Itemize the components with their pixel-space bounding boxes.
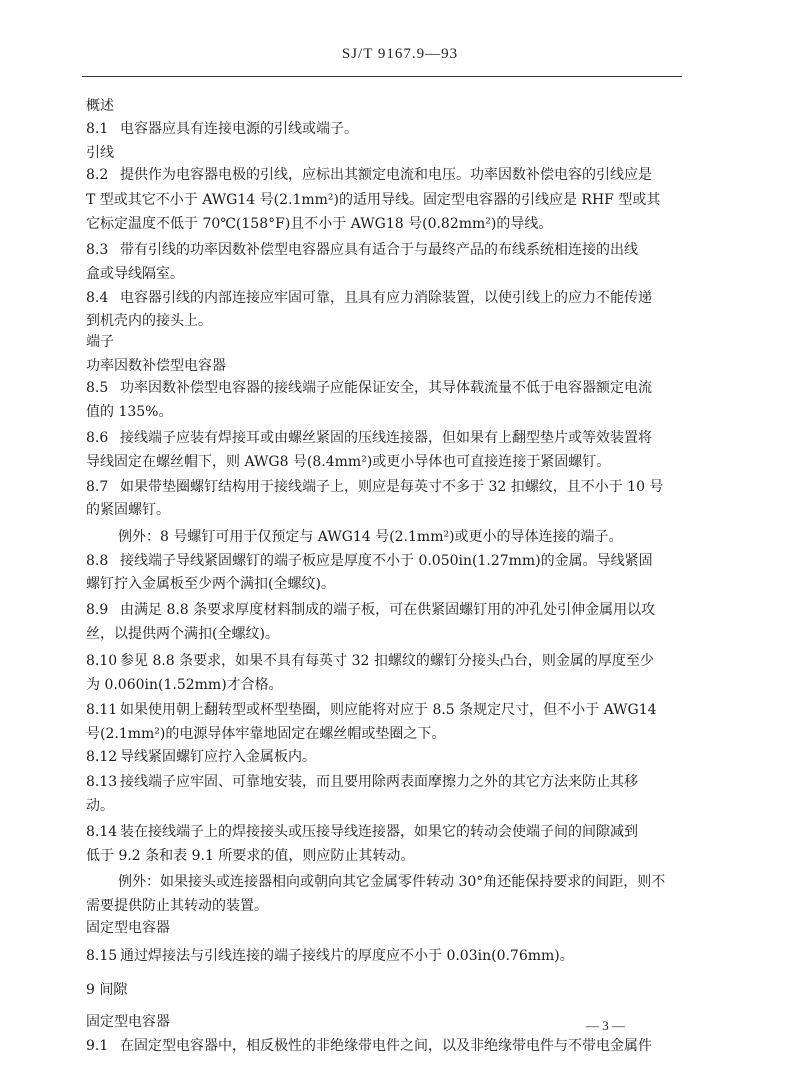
- text-line: [86, 190, 660, 210]
- text-line: [86, 477, 663, 497]
- clause-number: 8.9: [86, 602, 109, 618]
- line-text: 号(2.1mm²)的电源导体牢靠地固定在螺丝帽或垫圈之下。: [86, 726, 446, 742]
- text-line: [86, 96, 114, 116]
- line-text: 固定型电容器: [86, 920, 170, 936]
- text-line: [86, 600, 655, 620]
- text-line: [86, 651, 654, 671]
- line-text: 电容器引线的内部连接应牢固可靠，且具有应力消除装置，以使引线上的应力不能传递: [120, 290, 652, 306]
- text-line: [86, 1012, 170, 1032]
- line-text: 9 间隙: [86, 982, 128, 998]
- line-text: 导线固定在螺丝帽下，则 AWG8 号(8.4mm²)或更小导体也可直接连接于紧固螺钉。: [86, 454, 611, 470]
- text-line: [86, 822, 638, 842]
- line-text: 如果带垫圈螺钉结构用于接线端子上，则应是每英寸不多于 32 扣螺纹，且不小于 10 号: [120, 479, 664, 495]
- line-text: 接线端子应牢固、可靠地安装，而且要用除两表面摩擦力之外的其它方法来防止其移: [120, 774, 638, 790]
- line-text: 通过焊接法与引线连接的端子接线片的厚度应不小于 0.03in(0.76mm)。: [120, 948, 574, 964]
- text-line: [86, 724, 445, 744]
- text-line: [86, 356, 226, 376]
- text-line: [86, 700, 657, 720]
- line-text: 由满足 8.8 条要求厚度材料制成的端子板，可在供紧固螺钉用的冲孔处引伸金属用以攻: [120, 602, 656, 618]
- line-text: 端子: [86, 334, 114, 350]
- line-text: 提供作为电容器电极的引线，应标出其额定电流和电压。功率因数补偿电容的引线应是: [120, 167, 652, 183]
- text-line: [86, 675, 283, 695]
- text-line: [86, 378, 652, 398]
- line-text: 引线: [86, 145, 114, 161]
- line-text: 功率因数补偿型电容器: [86, 358, 226, 374]
- page-number: — 3 —: [586, 1018, 625, 1033]
- line-text: 值的 135%。: [86, 404, 173, 420]
- line-text: 导线紧固螺钉应拧入金属板内。: [120, 749, 316, 765]
- text-line: [86, 452, 610, 472]
- line-text: 需要提供防止其转动的装置。: [86, 898, 268, 914]
- text-line: [86, 918, 170, 938]
- text-line: [86, 551, 653, 571]
- clause-number: 9.1: [86, 1038, 109, 1054]
- clause-number: 8.13: [86, 774, 118, 790]
- text-line: [86, 143, 114, 163]
- clause-number: 8.3: [86, 242, 109, 258]
- text-line: [86, 574, 335, 594]
- text-line: [86, 1036, 652, 1056]
- text-line: [86, 980, 127, 1000]
- clause-number: 8.4: [86, 290, 109, 306]
- line-text: 动。: [86, 798, 114, 814]
- text-line: [118, 527, 623, 547]
- text-line: [86, 402, 172, 422]
- line-text: 丝，以提供两个满扣(全螺纹)。: [86, 626, 279, 642]
- clause-number: 8.5: [86, 380, 109, 396]
- text-line: [86, 288, 652, 308]
- clause-number: 8.14: [86, 824, 118, 840]
- text-line: [86, 428, 652, 448]
- clause-number: 8.15: [86, 948, 118, 964]
- text-line: [86, 214, 552, 234]
- line-text: 螺钉拧入金属板至少两个满扣(全螺纹)。: [86, 576, 335, 592]
- line-text: 它标定温度不低于 70℃(158°F)且不小于 AWG18 号(0.82mm²)的导线。: [86, 216, 553, 232]
- text-line: [118, 872, 665, 892]
- text-line: [86, 311, 212, 331]
- text-line: [86, 747, 316, 767]
- clause-number: 8.12: [86, 749, 118, 765]
- text-line: [86, 332, 114, 352]
- header-code: SJ/T 9167.9—93: [341, 46, 459, 62]
- line-text: 的紧固螺钉。: [86, 502, 170, 518]
- line-text: 功率因数补偿型电容器的接线端子应能保证安全，其导体载流量不低于电容器额定电流: [120, 380, 652, 396]
- clause-number: 8.10: [86, 653, 118, 669]
- line-text: 电容器应具有连接电源的引线或端子。: [120, 121, 358, 137]
- text-line: [86, 119, 358, 139]
- clause-number: 8.2: [86, 167, 109, 183]
- header-rule: [82, 76, 682, 77]
- line-text: 固定型电容器: [86, 1014, 170, 1030]
- line-text: T 型或其它不小于 AWG14 号(2.1mm²)的适用导线。固定型电容器的引线应是 RHF 型或其: [86, 192, 661, 208]
- line-text: 如果使用朝上翻转型或杯型垫圈，则应能将对应于 8.5 条规定尺寸，但不小于 AWG14: [120, 702, 657, 718]
- line-text: 到机壳内的接头上。: [86, 313, 212, 329]
- text-line: [86, 946, 574, 966]
- line-text: 接线端子应装有焊接耳或由螺丝紧固的压线连接器，但如果有上翻型垫片或等效装置将: [120, 430, 652, 446]
- text-line: [86, 500, 170, 520]
- text-line: [86, 264, 184, 284]
- line-text: 参见 8.8 条要求，如果不具有每英寸 32 扣螺纹的螺钉分接头凸台，则金属的厚度至少: [120, 653, 654, 669]
- line-text: 低于 9.2 条和表 9.1 所要求的值，则应防止其转动。: [86, 848, 415, 864]
- text-line: [86, 165, 652, 185]
- clause-number: 8.8: [86, 553, 109, 569]
- text-line: [86, 796, 114, 816]
- line-text: 例外：如果接头或连接器相向或朝向其它金属零件转动 30°角还能保持要求的间距，则不: [118, 874, 666, 890]
- line-text: 例外：8 号螺钉可用于仅预定与 AWG14 号(2.1mm²)或更小的导体连接的端子。: [118, 529, 623, 545]
- line-text: 概述: [86, 98, 114, 114]
- clause-number: 8.6: [86, 430, 109, 446]
- text-line: [86, 624, 279, 644]
- clause-number: 8.11: [86, 702, 118, 718]
- text-line: [86, 896, 268, 916]
- line-text: 带有引线的功率因数补偿型电容器应具有适合于与最终产品的布线系统相连接的出线: [120, 242, 638, 258]
- line-text: 接线端子导线紧固螺钉的端子板应是厚度不小于 0.050in(1.27mm)的金属。导线紧固: [120, 553, 653, 569]
- text-line: [86, 240, 638, 260]
- line-text: 装在接线端子上的焊接接头或压接导线连接器，如果它的转动会使端子间的间隙减到: [120, 824, 638, 840]
- line-text: 盒或导线隔室。: [86, 266, 184, 282]
- text-line: [86, 846, 414, 866]
- clause-number: 8.7: [86, 479, 109, 495]
- text-line: [86, 772, 638, 792]
- clause-number: 8.1: [86, 121, 109, 137]
- line-text: 为 0.060in(1.52mm)才合格。: [86, 677, 283, 693]
- line-text: 在固定型电容器中，相反极性的非绝缘带电件之间，以及非绝缘带电件与不带电金属件: [120, 1038, 652, 1054]
